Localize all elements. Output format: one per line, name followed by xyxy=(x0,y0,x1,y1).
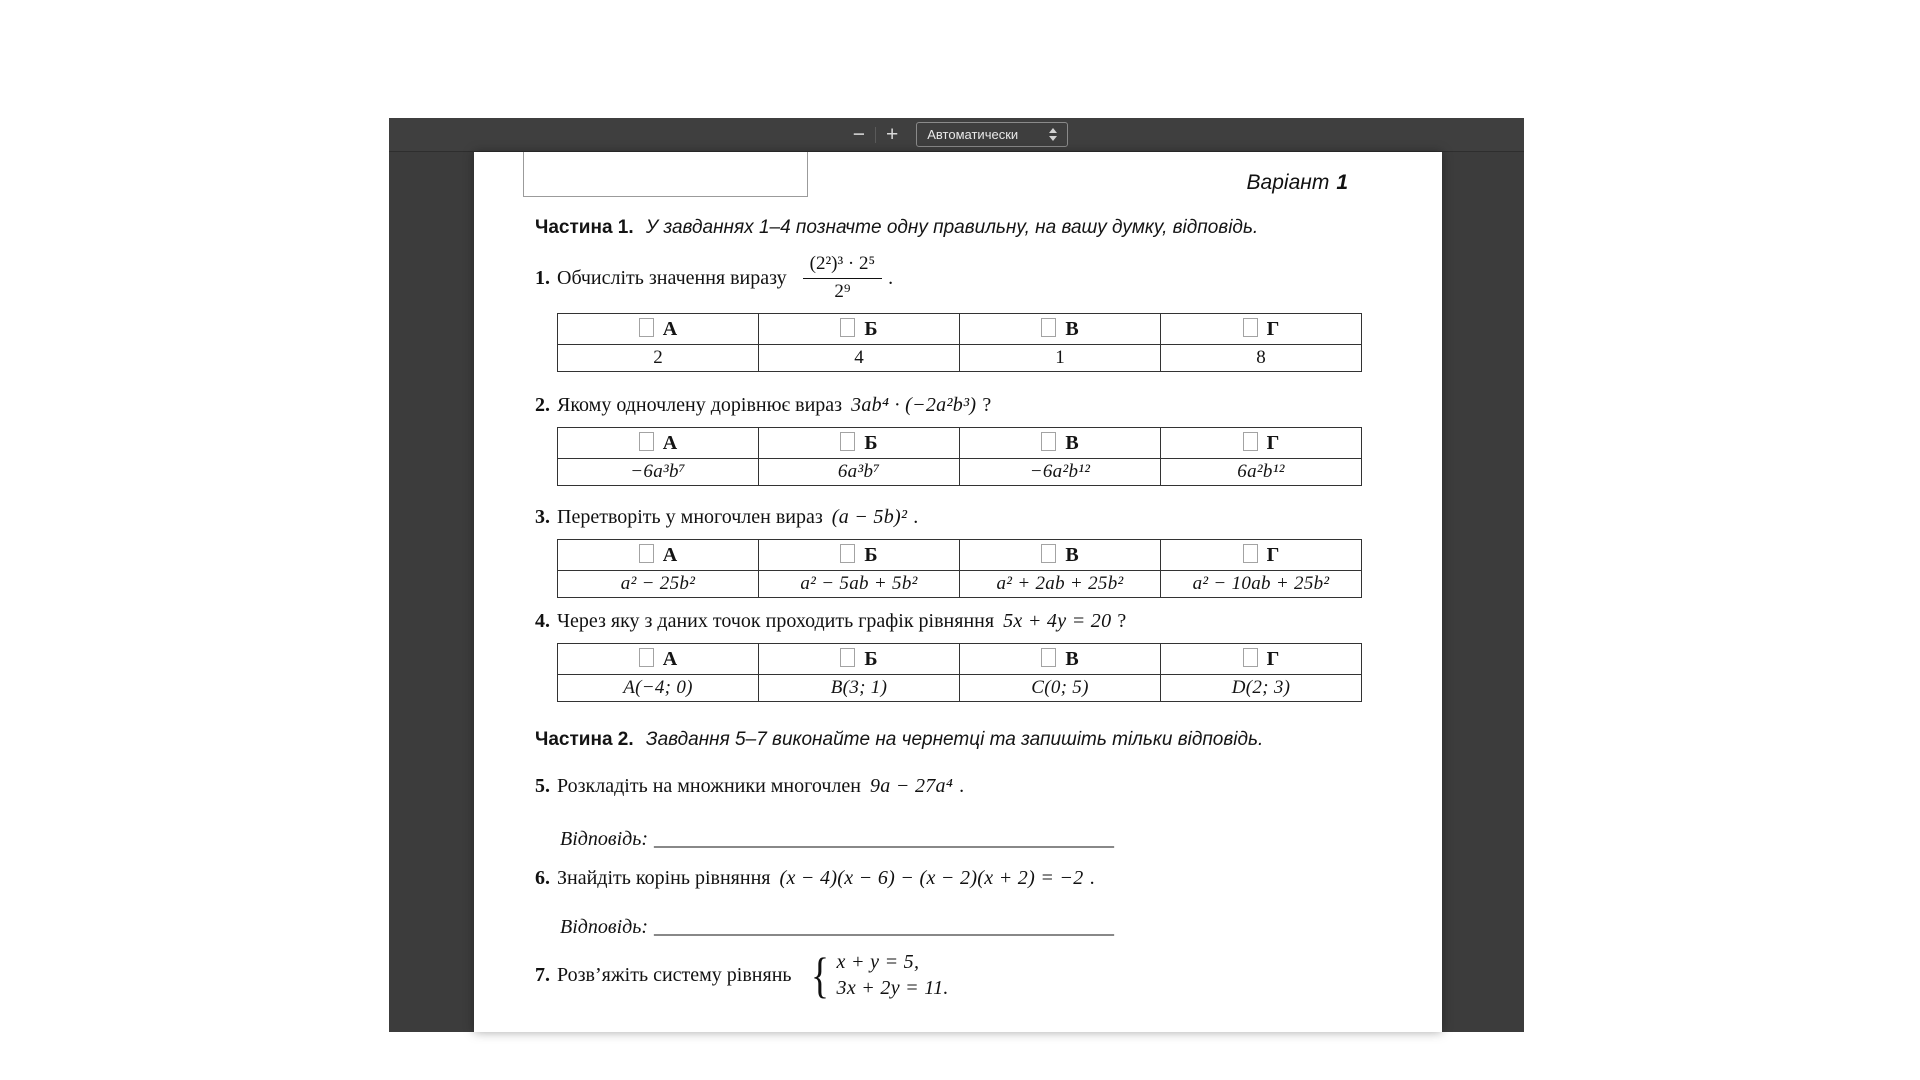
variant-word: Варіант xyxy=(1246,171,1330,194)
option-checkbox[interactable] xyxy=(1041,318,1056,337)
problem-6-number: 6. xyxy=(535,867,550,889)
option-letter: В xyxy=(1065,431,1079,454)
option-checkbox[interactable] xyxy=(639,432,654,451)
option-cell xyxy=(960,428,1161,459)
option-value: A(−4; 0) xyxy=(558,675,759,702)
option-value: 4 xyxy=(759,345,960,372)
option-cell xyxy=(1161,644,1362,675)
option-cell xyxy=(759,314,960,345)
option-value: −6a³b⁷ xyxy=(558,459,759,486)
answer-blank: ______________________________________________ xyxy=(654,916,1115,938)
pdf-viewer xyxy=(389,118,1524,1032)
section-1-instruction: У завданнях 1–4 позначте одну правильну, на вашу думку, відповідь. xyxy=(645,217,1259,238)
option-value: 6a²b¹² xyxy=(1161,459,1362,486)
option-letter: В xyxy=(1065,317,1079,340)
problem-4-number: 4. xyxy=(535,610,550,632)
problem-3-text: Перетворіть у многочлен вираз xyxy=(557,506,823,528)
answer-row-6 xyxy=(560,916,1415,939)
section-2-title: Частина 2. xyxy=(535,729,634,750)
page-content xyxy=(535,216,1415,1001)
answer-table-2 xyxy=(557,427,1362,486)
option-checkbox[interactable] xyxy=(639,648,654,667)
option-letter: В xyxy=(1065,647,1079,670)
option-checkbox[interactable] xyxy=(1243,318,1258,337)
problem-4 xyxy=(535,608,1415,635)
option-checkbox[interactable] xyxy=(639,544,654,563)
section-2-instruction: Завдання 5–7 виконайте на чернетці та запишіть тільки відповідь. xyxy=(645,729,1264,750)
viewer-toolbar xyxy=(389,118,1524,152)
problem-3 xyxy=(535,504,1415,531)
option-cell xyxy=(1161,540,1362,571)
option-value: a² + 2ab + 25b² xyxy=(960,571,1161,598)
problem-5-text: Розкладіть на множники многочлен xyxy=(557,775,861,797)
variant-label xyxy=(1247,171,1348,195)
variant-number: 1 xyxy=(1336,171,1348,194)
option-cell xyxy=(1161,428,1362,459)
answer-blank: ______________________________________________ xyxy=(654,828,1115,850)
option-value: 6a³b⁷ xyxy=(759,459,960,486)
option-letter: А xyxy=(662,543,678,566)
option-checkbox[interactable] xyxy=(1243,648,1258,667)
answer-table-1 xyxy=(557,313,1362,372)
option-checkbox[interactable] xyxy=(1041,432,1056,451)
option-cell xyxy=(759,644,960,675)
problem-2-suffix: ? xyxy=(982,394,992,416)
option-checkbox[interactable] xyxy=(840,432,855,451)
option-checkbox[interactable] xyxy=(1243,544,1258,563)
problem-6-math: (x − 4)(x − 6) − (x − 2)(x + 2) = −2 xyxy=(779,867,1084,889)
option-letter: Б xyxy=(864,647,878,670)
problem-6 xyxy=(535,865,1415,892)
option-value: D(2; 3) xyxy=(1161,675,1362,702)
problem-1-number: 1. xyxy=(535,266,550,289)
option-value: a² − 5ab + 5b² xyxy=(759,571,960,598)
option-letter: Б xyxy=(864,317,878,340)
problem-6-suffix: . xyxy=(1089,867,1095,889)
problem-4-text: Через яку з даних точок проходить графік рівняння xyxy=(557,610,995,632)
problem-6-text: Знайдіть корінь рівняння xyxy=(557,867,771,889)
problem-2 xyxy=(535,392,1415,419)
problem-2-text: Якому одночлену дорівнює вираз xyxy=(557,394,843,416)
option-letter: Г xyxy=(1266,647,1280,670)
option-checkbox[interactable] xyxy=(1041,544,1056,563)
answer-label: Відповідь: xyxy=(560,828,649,850)
option-cell xyxy=(558,428,759,459)
option-cell xyxy=(558,314,759,345)
toolbar-divider xyxy=(875,127,876,143)
system-equation-2: 3x + 2y = 11. xyxy=(836,977,949,999)
problem-5-math: 9a − 27a⁴ xyxy=(869,775,954,797)
problem-1 xyxy=(535,253,1415,303)
answer-row-5 xyxy=(560,828,1415,851)
answer-label: Відповідь: xyxy=(560,916,649,938)
problem-3-suffix: . xyxy=(913,506,919,528)
problem-1-suffix: . xyxy=(888,266,894,289)
fraction-denominator: 2⁹ xyxy=(834,281,851,302)
option-cell xyxy=(960,540,1161,571)
fraction-numerator: (2²)³ · 2⁵ xyxy=(803,253,883,279)
problem-2-math: 3ab⁴ · (−2a²b³) xyxy=(851,394,977,416)
option-cell xyxy=(1161,314,1362,345)
zoom-in-button[interactable]: + xyxy=(886,122,899,146)
equation-system xyxy=(837,949,949,1001)
zoom-mode-select[interactable] xyxy=(916,122,1068,147)
problem-1-text: Обчисліть значення виразу xyxy=(557,266,787,289)
problem-3-number: 3. xyxy=(535,506,550,528)
system-equation-1: x + y = 5, xyxy=(836,951,920,973)
option-letter: Г xyxy=(1266,543,1280,566)
option-checkbox[interactable] xyxy=(840,318,855,337)
problem-5 xyxy=(535,773,1415,800)
option-value: 8 xyxy=(1161,345,1362,372)
option-letter: Г xyxy=(1266,431,1280,454)
zoom-mode-value: Автоматически xyxy=(927,127,1019,142)
option-cell xyxy=(558,540,759,571)
problem-5-suffix: . xyxy=(959,775,965,797)
select-updown-icon xyxy=(1049,128,1057,141)
problem-4-math: 5x + 4y = 20 xyxy=(1003,610,1112,632)
option-value: B(3; 1) xyxy=(759,675,960,702)
option-cell xyxy=(558,644,759,675)
option-cell xyxy=(960,314,1161,345)
problem-5-number: 5. xyxy=(535,775,550,797)
option-checkbox[interactable] xyxy=(639,318,654,337)
problem-3-math: (a − 5b)² xyxy=(831,506,908,528)
problem-7 xyxy=(535,949,1415,1001)
option-value: 2 xyxy=(558,345,759,372)
system-brace: { xyxy=(810,947,829,1003)
option-checkbox[interactable] xyxy=(1041,648,1056,667)
problem-7-number: 7. xyxy=(535,963,550,986)
option-cell xyxy=(759,540,960,571)
problem-4-suffix: ? xyxy=(1117,610,1127,632)
option-letter: В xyxy=(1065,543,1079,566)
answer-table-3 xyxy=(557,539,1362,598)
option-value: 1 xyxy=(960,345,1161,372)
answer-table-4 xyxy=(557,643,1362,702)
section-1-heading xyxy=(535,216,1415,239)
name-box xyxy=(523,152,808,197)
problem-7-text: Розв’яжіть систему рівнянь xyxy=(557,963,792,986)
option-letter: Г xyxy=(1266,317,1280,340)
problem-1-fraction xyxy=(803,253,883,303)
option-letter: А xyxy=(662,317,678,340)
option-value: a² − 10ab + 25b² xyxy=(1161,571,1362,598)
option-value: −6a²b¹² xyxy=(960,459,1161,486)
option-value: C(0; 5) xyxy=(960,675,1161,702)
option-checkbox[interactable] xyxy=(840,544,855,563)
option-checkbox[interactable] xyxy=(840,648,855,667)
section-1-title: Частина 1. xyxy=(535,217,634,238)
option-letter: А xyxy=(662,647,678,670)
zoom-out-button[interactable]: − xyxy=(852,122,865,146)
option-letter: Б xyxy=(864,431,878,454)
option-value: a² − 25b² xyxy=(558,571,759,598)
section-2-heading xyxy=(535,728,1415,751)
problem-2-number: 2. xyxy=(535,394,550,416)
option-letter: Б xyxy=(864,543,878,566)
option-checkbox[interactable] xyxy=(1243,432,1258,451)
option-cell xyxy=(759,428,960,459)
document-page xyxy=(474,152,1442,1032)
option-cell xyxy=(960,644,1161,675)
option-letter: А xyxy=(662,431,678,454)
